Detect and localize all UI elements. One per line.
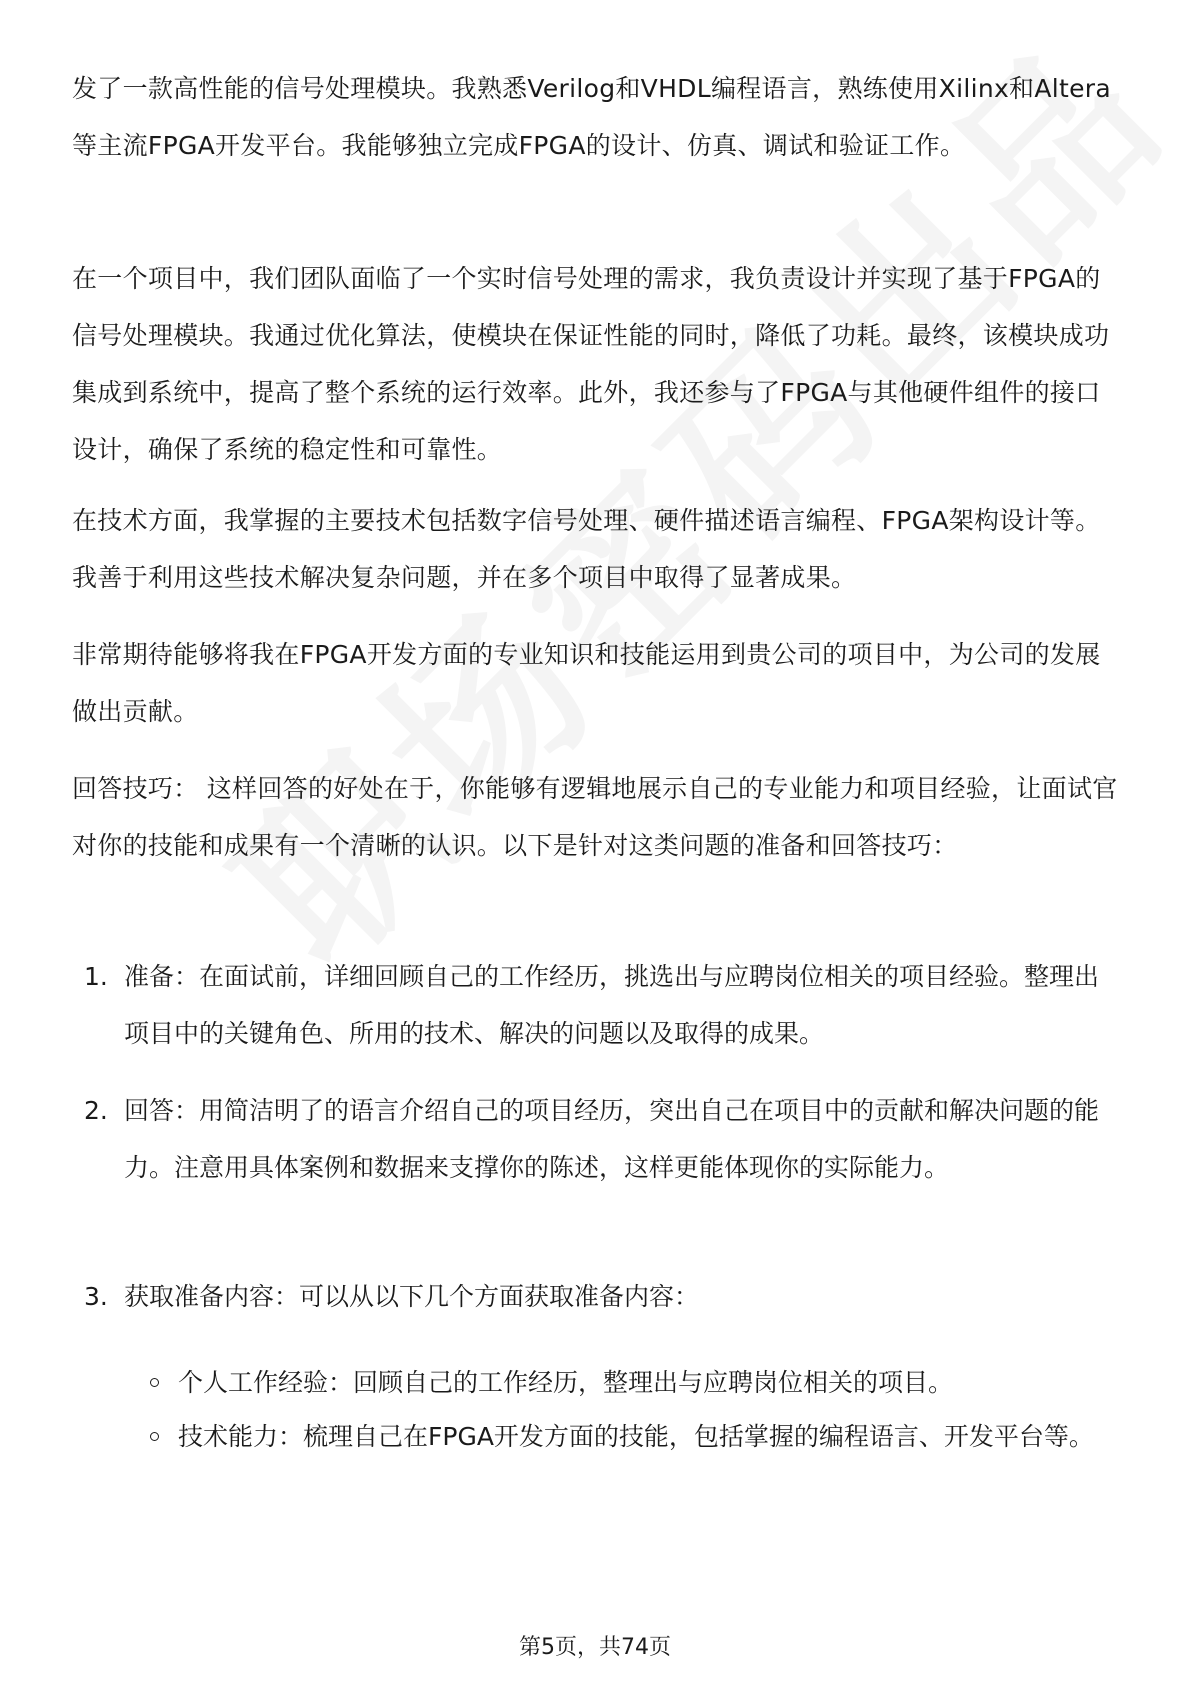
circle-bullet-icon	[150, 1354, 178, 1411]
list-item-prepare	[84, 948, 1120, 1062]
list-item-answer	[84, 1082, 1120, 1196]
paragraph-project: 在一个项目中，我们团队面临了一个实时信号处理的需求，我负责设计并实现了基于FPGA的信号处理模块。我通过优化算法，使模块在保证性能的同时，降低了功耗。最终，该模块成功集成到系统中，提高了整个系统的运行效率。此外，我还参与了FPGA与其他硬件组件的接口设计，确保了系统的稳定性和可靠性。	[72, 264, 1110, 464]
list-number: 2.	[84, 1096, 108, 1125]
circle-bullet-icon	[150, 1408, 178, 1465]
paragraph-closing: 非常期待能够将我在FPGA开发方面的专业知识和技能运用到贵公司的项目中，为公司的发展做出贡献。	[72, 640, 1101, 726]
sub-list-item-experience	[150, 1354, 1120, 1411]
paragraph-answer-tips: 回答技巧： 这样回答的好处在于，你能够有逻辑地展示自己的专业能力和项目经验，让面试官对你的技能和成果有一个清晰的认识。以下是针对这类问题的准备和回答技巧：	[72, 774, 1118, 860]
paragraph-skills-intro: 发了一款高性能的信号处理模块。我熟悉Verilog和VHDL编程语言，熟练使用Xilinx和Altera等主流FPGA开发平台。我能够独立完成FPGA的设计、仿真、调试和验证工作。	[72, 74, 1111, 160]
page-number-footer: 第5页，共74页	[519, 1635, 671, 1660]
sub-list-text: 技术能力：梳理自己在FPGA开发方面的技能，包括掌握的编程语言、开发平台等。	[178, 1422, 1094, 1451]
sub-list-text: 个人工作经验：回顾自己的工作经历，整理出与应聘岗位相关的项目。	[178, 1368, 954, 1397]
list-number: 3.	[84, 1282, 108, 1311]
sub-list-item-tech-ability	[150, 1408, 1120, 1465]
list-number: 1.	[84, 962, 108, 991]
list-text: 准备：在面试前，详细回顾自己的工作经历，挑选出与应聘岗位相关的项目经验。整理出项目中的关键角色、所用的技术、解决的问题以及取得的成果。	[124, 962, 1100, 1048]
paragraph-tech: 在技术方面，我掌握的主要技术包括数字信号处理、硬件描述语言编程、FPGA架构设计等。我善于利用这些技术解决复杂问题，并在多个项目中取得了显著成果。	[72, 506, 1101, 592]
list-text: 获取准备内容：可以从以下几个方面获取准备内容：	[124, 1282, 700, 1311]
list-text: 回答：用简洁明了的语言介绍自己的项目经历，突出自己在项目中的贡献和解决问题的能力。注意用具体案例和数据来支撑你的陈述，这样更能体现你的实际能力。	[124, 1096, 1100, 1182]
list-item-get-content	[84, 1268, 1120, 1325]
